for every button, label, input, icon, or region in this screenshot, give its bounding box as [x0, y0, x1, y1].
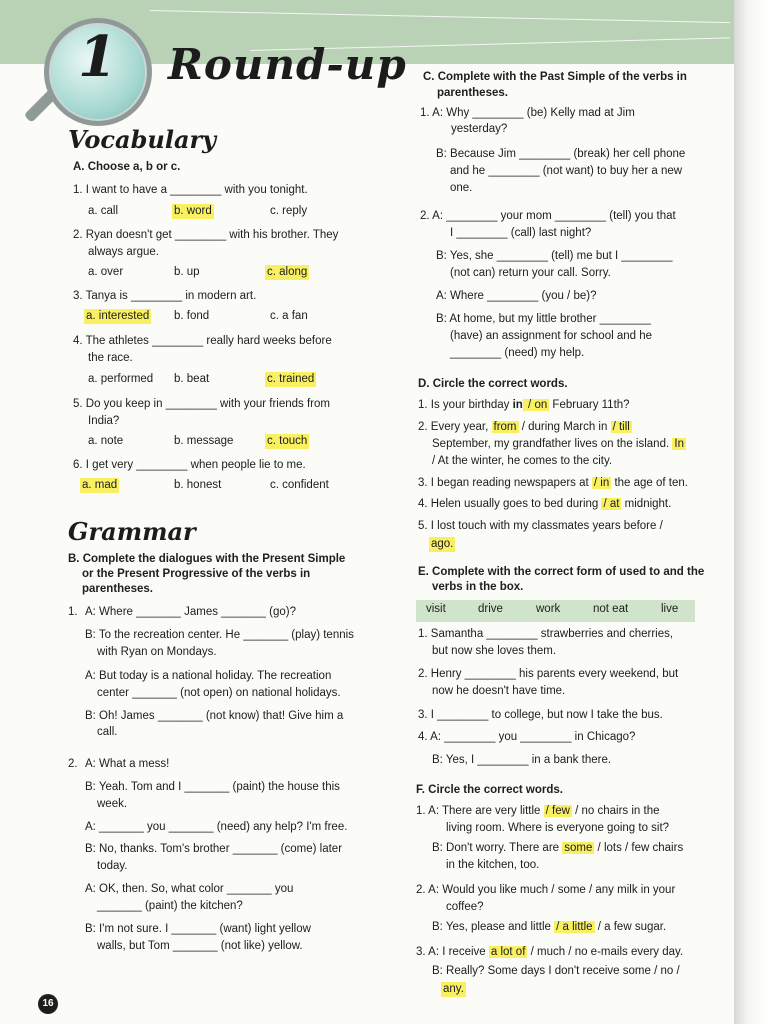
section-c-instruction-cont: parentheses. — [437, 87, 508, 99]
exercise-line: ________ (need) my help. — [450, 347, 585, 359]
vocab-option: a. note — [88, 435, 124, 447]
section-b-instruction: B. Complete the dialogues with the Present Simple — [68, 553, 346, 565]
dialogue-line: with Ryan on Mondays. — [97, 646, 217, 658]
section-e-instruction-cont: verbs in the box. — [432, 581, 524, 593]
dialogue-line: A: OK, then. So, what color _______ you — [85, 883, 294, 895]
vocab-question: 5. Do you keep in ________ with your friends from — [73, 398, 330, 410]
exercise-line: B: Yes, please and little / a little / a few sugar. — [432, 921, 667, 933]
exercise-line: coffee? — [446, 901, 484, 913]
grammar-heading: Grammar — [68, 517, 196, 546]
section-b-instruction-cont: parentheses. — [82, 583, 153, 595]
vocab-option-highlighted: a. mad — [82, 479, 118, 491]
highlighted-answer: In — [674, 438, 684, 450]
dialogue-line: B: Yeah. Tom and I _______ (paint) the house this — [85, 781, 340, 793]
vocab-option: b. beat — [174, 373, 210, 385]
word-box-item: drive — [478, 603, 503, 615]
dialogue-line: A: What a mess! — [85, 758, 170, 770]
vocab-option: b. message — [174, 435, 234, 447]
dialogue-line: A: _______ you _______ (need) any help? I'm free. — [85, 821, 348, 833]
exercise-line: 5. I lost touch with my classmates years before / — [418, 520, 663, 532]
dialogue-line: B: No, thanks. Tom's brother _______ (come) later — [85, 843, 343, 855]
exercise-line: one. — [450, 182, 473, 194]
dialogue-number: 1. — [68, 606, 78, 618]
vocab-question: 3. Tanya is ________ in modern art. — [73, 290, 257, 302]
vocab-question: 1. I want to have a ________ with you tonight. — [73, 184, 308, 196]
vocab-question: 2. Ryan doesn't get ________ with his brother. They — [73, 229, 339, 241]
exercise-line: 2. A: ________ your mom ________ (tell) you that — [420, 210, 676, 222]
vocab-option: b. up — [174, 266, 200, 278]
unit-title: Round-up — [168, 40, 407, 89]
vocab-option: b. honest — [174, 479, 222, 491]
exercise-line: and he ________ (not want) to buy her a new — [450, 165, 683, 177]
exercise-line: 2. Henry ________ his parents every weekend, but — [418, 668, 679, 680]
exercise-line: B: Really? Some days I don't receive some / no / — [432, 965, 680, 977]
exercise-line: but now she loves them. — [432, 645, 557, 657]
vocab-question: 6. I get very ________ when people lie to me. — [73, 459, 306, 471]
highlighted-answer: any. — [443, 983, 464, 995]
exercise-line: B: At home, but my little brother ________ — [436, 313, 651, 325]
vocab-question-cont: India? — [88, 415, 120, 427]
exercise-line: yesterday? — [451, 123, 508, 135]
exercise-line: 3. I ________ to college, but now I take the bus. — [418, 709, 663, 721]
highlighted-answer: / at — [603, 498, 620, 510]
exercise-line: B: Because Jim ________ (break) her cell phone — [436, 148, 686, 160]
exercise-line: 1. A: Why ________ (be) Kelly mad at Jim — [420, 107, 635, 119]
exercise-line: 4. Helen usually goes to bed during / at midnight. — [418, 498, 672, 510]
dialogue-line: A: But today is a national holiday. The recreation — [85, 670, 332, 682]
exercise-line: September, my grandfather lives on the island. In — [432, 438, 684, 450]
highlighted-answer: some — [564, 842, 593, 854]
dialogue-line: walls, but Tom _______ (not like) yellow. — [97, 940, 303, 952]
vocab-option: a. over — [88, 266, 124, 278]
vocab-option: a. call — [88, 205, 119, 217]
vocab-option: a. performed — [88, 373, 154, 385]
exercise-line: (have) an assignment for school and he — [450, 330, 653, 342]
vocab-option: c. reply — [270, 205, 308, 217]
exercise-line: 1. A: There are very little / few / no chairs in the — [416, 805, 660, 817]
exercise-line: 3. A: I receive a lot of / much / no e-mails every day. — [416, 946, 684, 958]
exercise-line: I ________ (call) last night? — [450, 227, 592, 239]
dialogue-line: today. — [97, 860, 128, 872]
exercise-line: B: Don't worry. There are some / lots / few chairs — [432, 842, 684, 854]
vocab-option: c. a fan — [270, 310, 308, 322]
exercise-line: A: Where ________ (you / be)? — [436, 290, 597, 302]
unit-number: 1 — [78, 24, 117, 90]
book-spine-shadow — [734, 0, 768, 1024]
section-a-instruction: A. Choose a, b or c. — [73, 161, 181, 173]
page-number: 16 — [38, 994, 58, 1014]
vocab-option: b. fond — [174, 310, 210, 322]
exercise-line: 4. A: ________ you ________ in Chicago? — [418, 731, 636, 743]
dialogue-line: call. — [97, 726, 118, 738]
word-box — [416, 600, 695, 622]
highlighted-answer: / a little — [556, 921, 593, 933]
exercise-line: now he doesn't have time. — [432, 685, 566, 697]
exercise-line: 1. Samantha ________ strawberries and cherries, — [418, 628, 674, 640]
dialogue-line: center _______ (not open) on national holidays. — [97, 687, 341, 699]
dialogue-line: week. — [97, 798, 128, 810]
section-e-instruction: E. Complete with the correct form of used to and the — [418, 566, 705, 578]
exercise-line: B: Yes, I ________ in a bank there. — [432, 754, 612, 766]
vocab-question-cont: the race. — [88, 352, 133, 364]
section-b-instruction-cont: or the Present Progressive of the verbs in — [82, 568, 311, 580]
word-box-item: not eat — [593, 603, 629, 615]
exercise-line: 3. I began reading newspapers at / in the age of ten. — [418, 477, 688, 489]
dialogue-line: B: To the recreation center. He _______ (play) tennis — [85, 629, 354, 641]
dialogue-line: A: Where _______ James _______ (go)? — [85, 606, 296, 618]
highlighted-answer: / in — [593, 477, 610, 489]
vocab-option-highlighted: c. along — [267, 266, 308, 278]
highlighted-answer: ago. — [431, 538, 454, 550]
exercise-line: 1. Is your birthday in / on February 11th? — [418, 399, 630, 411]
section-f-instruction: F. Circle the correct words. — [416, 784, 563, 796]
exercise-line: B: Yes, she ________ (tell) me but I ________ — [436, 250, 673, 262]
section-c-instruction: C. Complete with the Past Simple of the verbs in — [423, 71, 687, 83]
vocab-option-highlighted: b. word — [174, 205, 212, 217]
exercise-line: / At the winter, he comes to the city. — [432, 455, 613, 467]
vocab-option-highlighted: c. touch — [267, 435, 308, 447]
highlighted-answer: from — [493, 421, 517, 433]
exercise-line: 2. A: Would you like much / some / any milk in your — [416, 884, 676, 896]
word-box-item: work — [536, 603, 561, 615]
dialogue-line: B: I'm not sure. I _______ (want) light yellow — [85, 923, 311, 935]
word-box-item: visit — [426, 603, 446, 615]
vocab-option: c. confident — [270, 479, 329, 491]
dialogue-line: _______ (paint) the kitchen? — [97, 900, 243, 912]
highlighted-answer: / on — [524, 399, 548, 411]
vocab-question-cont: always argue. — [88, 246, 159, 258]
vocab-question: 4. The athletes ________ really hard weeks before — [73, 335, 332, 347]
vocabulary-heading: Vocabulary — [68, 125, 217, 154]
exercise-line: 2. Every year, from / during March in / till — [418, 421, 630, 433]
vocab-option-highlighted: c. trained — [267, 373, 315, 385]
vocab-option-highlighted: a. interested — [86, 310, 150, 322]
dialogue-number: 2. — [68, 758, 78, 770]
dialogue-line: B: Oh! James _______ (not know) that! Give him a — [85, 710, 344, 722]
section-d-instruction: D. Circle the correct words. — [418, 378, 568, 390]
exercise-line: living room. Where is everyone going to sit? — [446, 822, 670, 834]
highlighted-answer: / till — [612, 421, 630, 433]
word-box-item: live — [661, 603, 679, 615]
exercise-line: (not can) return your call. Sorry. — [450, 267, 611, 279]
exercise-line: in the kitchen, too. — [446, 859, 540, 871]
highlighted-answer: / few — [545, 805, 570, 817]
highlighted-answer: a lot of — [490, 946, 526, 958]
